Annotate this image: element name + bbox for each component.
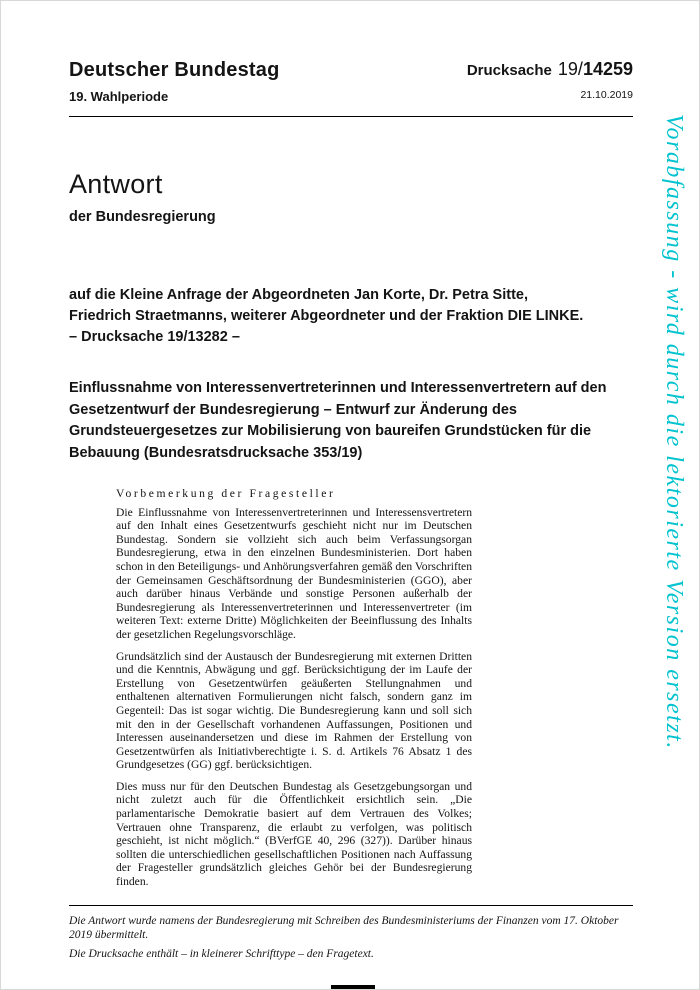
drucksache-number-prefix: 19/ [557,59,583,79]
footer-note-type: Die Drucksache enthält – in kleinerer Schrifttype – den Fragetext. [69,948,374,960]
drucksache-number: 14259 [582,59,633,79]
document-footer [69,905,633,968]
footer-note-transmittal: Die Antwort wurde namens der Bundesregierung mit Schreiben des Bundesministeriums der Finanzen vom 17. Oktober 2019 übermittelt. [69,915,619,941]
section-heading: Vorbemerkung der Fragesteller [116,487,336,500]
document-header [69,59,633,104]
reference-line: Friedrich Straetmanns, weiterer Abgeordneter und der Fraktion DIE LINKE. [69,308,584,324]
drucksache-line [467,59,633,80]
page-edge-mark [331,985,375,989]
reference-line: – Drucksache 19/13282 – [69,329,240,345]
body-paragraph: Grundsätzlich sind der Austausch der Bundesregierung mit externen Dritten und die Kenntnis, Abwägung und ggf. Berücksichtigung der im Laufe der Erstellung von Gesetzentwürfen geäußerten Stellungnahmen und enthaltenen alternativen Formulierungen nicht falsch, sondern ganz im Gegenteil: Das ist sogar wichtig. Die Bundesregierung kann und soll sich mit den in der Gesellschaft vorhandenen Auffassungen, Positionen und Interessen auseinandersetzen und diese im Rahmen der Erstellung von Gesetzentwürfen als Initiativberechtigte i. S. d. Artikels 76 Absatz 1 des Grundgesetzes (GG) ggf. berücksichtigen. [116,649,472,772]
document-date: 21.10.2019 [580,89,633,101]
reference-line: auf die Kleine Anfrage der Abgeordneten Jan Korte, Dr. Petra Sitte, [69,287,528,303]
answer-title: Antwort [69,169,163,199]
subject-title: Einflussnahme von Interessenvertreterinnen und Interessenvertretern auf den Gesetzentwurf der Bundesregierung – Entwurf zur Änderung des Grundsteuergesetzes zur Mobilisierung von baureifen Grundstücken für die Bebauung (Bundesratsdrucksache 353/19) [69,380,607,461]
body-paragraph: Die Einflussnahme von Interessenvertreterinnen und Interessensvertretern auf den Inhalt eines Gesetzentwurfs geschieht nicht nur im Deutschen Bundestag. Sondern sie vollzieht sich auch beim Verfassungsorgan Bundesregierung, etwa in den einzelnen Bundesministerien. Dort haben schon in den Beteiligungs- und Anhörungsverfahren gemäß den Vorschriften der Gemeinsamen Geschäftsordnung der Bundesministerien (GGO), aber auch darüber hinaus Verbände und sonstige Personen außerhalb der Bundesregierung als Interessenvertreterinnen und Interessenvertreter (im weiteren Text: externe Dritte) Möglichkeiten der Beeinflussung des Inhalts der gesetzlichen Regelungsvorschläge. [116,505,472,641]
header-left [69,59,280,104]
header-right [467,59,633,101]
footer-divider [69,905,633,906]
body-text [116,487,472,897]
institution-name: Deutscher Bundestag [69,59,280,81]
reference-block [69,285,633,348]
wahlperiode-label: 19. Wahlperiode [69,89,169,104]
header-divider [69,116,633,117]
answer-subtitle: der Bundesregierung [69,209,216,225]
drucksache-label: Drucksache [466,62,552,79]
watermark-vorabfassung: Vorabfassung - wird durch die lektorierte Version ersetzt. [661,114,687,750]
body-paragraph: Dies muss nur für den Deutschen Bundestag als Gesetzgebungsorgan und nicht zuletzt auch für die Öffentlichkeit ersichtlich sein. „Die parlamentarische Demokratie basiert auf dem Vertrauen des Volkes; Vertrauen ohne Transparenz, die erlaubt zu verfolgen, was politisch geschieht, ist nicht möglich.“ (BVerfGE 40, 296 (327)). Darüber hinaus sollten die unterschiedlichen gesellschaftlichen Positionen nach Auffassung der Fragesteller grundsätzlich gleiches Gehör bei der Bundesregierung finden. [116,779,472,889]
